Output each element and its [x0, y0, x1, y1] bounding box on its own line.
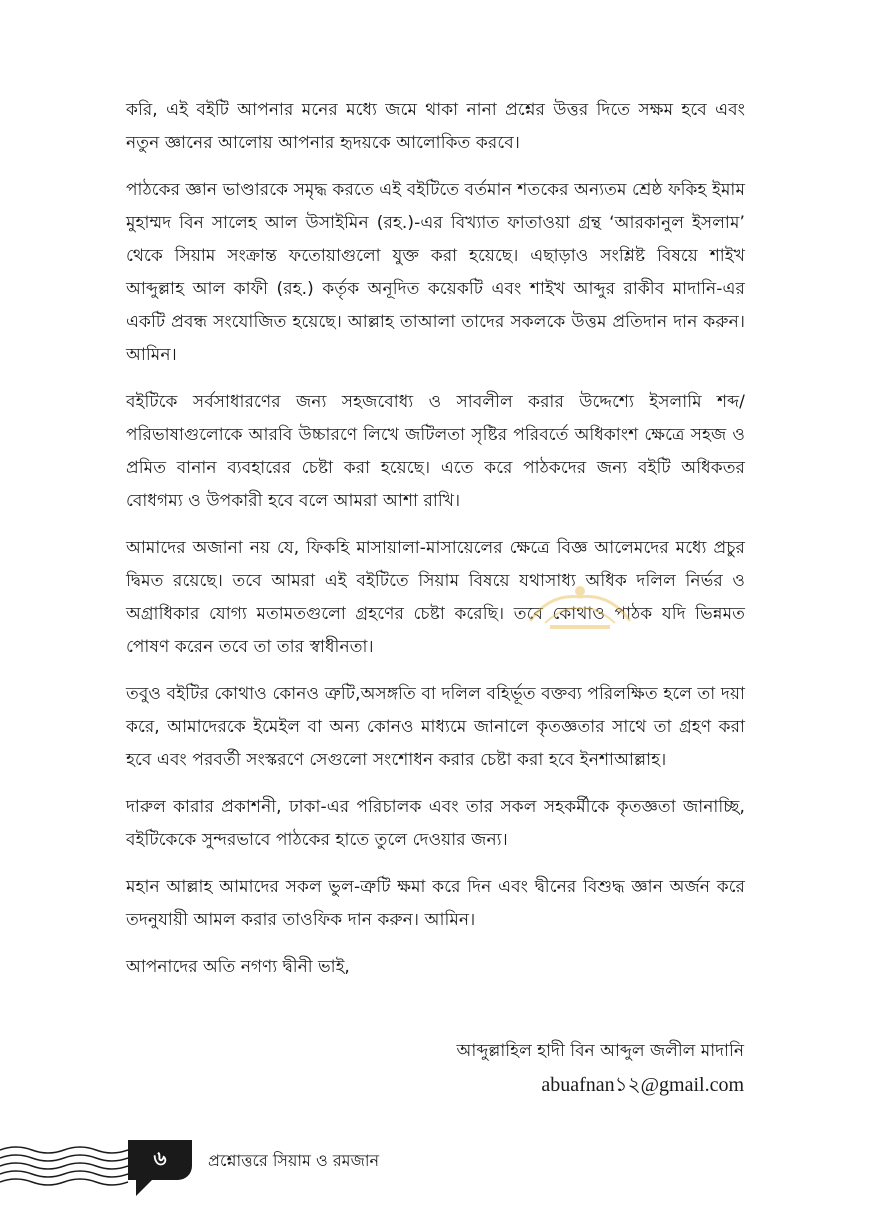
paragraph-6: দারুল কারার প্রকাশনী, ঢাকা-এর পরিচালক এবং তার সকল সহকর্মীকে কৃতজ্ঞতা জানাচ্ছি, বইটিকেকে সুন্দরভাবে পাঠকের হাতে তুলে দেওয়ার জন্য।: [126, 797, 745, 850]
body-text: [126, 94, 745, 984]
author-email: abuafnan১২@gmail.com: [541, 1074, 744, 1096]
wave-ornament-icon: [0, 1144, 130, 1188]
paragraph-3: বইটিকে সর্বসাধারণের জন্য সহজবোধ্য ও সাবলীল করার উদ্দেশ্যে ইসলামি শব্দ/পরিভাষাগুলোকে আরবি উচ্চারণে লিখে জটিলতা সৃষ্টির পরিবর্তে অধিকাংশ ক্ষেত্রে সহজ ও প্রমিত বানান ব্যবহারের চেষ্টা করা হয়েছে। এতে করে পাঠকদের জন্য বইটি অধিকতর বোধগম্য ও উপকারী হবে বলে আমরা আশা রাখি।: [126, 392, 745, 511]
author-signature: [457, 1034, 744, 1102]
paragraph-5: তবুও বইটির কোথাও কোনও ত্রুটি,অসঙ্গতি বা দলিল বহির্ভূত বক্তব্য পরিলক্ষিত হলে তা দয়া করে, আমাদেরকে ইমেইল বা অন্য কোনও মাধ্যমে জানালে কৃতজ্ঞতার সাথে তা গ্রহণ করা হবে এবং পরবর্তী সংস্করণে সেগুলো সংশোধন করার চেষ্টা করা হবে ইনশাআল্লাহ।: [126, 684, 745, 770]
paragraph-4: আমাদের অজানা নয় যে, ফিকহি মাসায়ালা-মাসায়েলের ক্ষেত্রে বিজ্ঞ আলেমদের মধ্যে প্রচুর দ্বিমত রয়েছে। তবে আমরা এই বইটিতে সিয়াম বিষয়ে যথাসাধ্য অধিক দলিল নির্ভর ও অগ্রাধিকার যোগ্য মতামতগুলো গ্রহণের চেষ্টা করেছি। তবে কোথাও পাঠক যদি ভিন্নমত পোষণ করেন তবে তা তার স্বাধীনতা।: [126, 538, 745, 657]
page-number: ৬: [128, 1140, 192, 1180]
closing-line: আপনাদের অতি নগণ্য দ্বীনী ভাই,: [126, 957, 350, 977]
running-title: প্রশ্নোত্তরে সিয়াম ও রমজান: [208, 1151, 380, 1170]
paragraph-7: মহান আল্লাহ আমাদের সকল ভুল-ত্রুটি ক্ষমা করে দিন এবং দ্বীনের বিশুদ্ধ জ্ঞান অর্জন করে তদনুযায়ী আমল করার তাওফিক দান করুন। আমিন।: [126, 877, 745, 930]
paragraph-2: পাঠকের জ্ঞান ভাণ্ডারকে সমৃদ্ধ করতে এই বইটিতে বর্তমান শতকের অন্যতম শ্রেষ্ঠ ফকিহ ইমাম মুহাম্মদ বিন সালেহ আল উসাইমিন (রহ.)-এর বিখ্যাত ফাতাওয়া গ্রন্থ ‘আরকানুল ইসলাম’ থেকে সিয়াম সংক্রান্ত ফতোয়াগুলো যুক্ত করা হয়েছে। এছাড়াও সংশ্লিষ্ট বিষয়ে শাইখ আব্দুল্লাহ আল কাফী (রহ.) কর্তৃক অনূদিত কয়েকটি এবং শাইখ আব্দুর রাকীব মাদানি-এর একটি প্রবন্ধ সংযোজিত হয়েছে। আল্লাহ তাআলা তাদের সকলকে উত্তম প্রতিদান দান করুন। আমিন।: [126, 180, 745, 365]
page-footer: [0, 1128, 870, 1198]
paragraph-1: করি, এই বইটি আপনার মনের মধ্যে জমে থাকা নানা প্রশ্নের উত্তর দিতে সক্ষম হবে এবং নতুন জ্ঞানের আলোয় আপনার হৃদয়কে আলোকিত করবে।: [126, 100, 745, 153]
author-name: আব্দুল্লাহিল হাদী বিন আব্দুল জলীল মাদানি: [456, 1041, 744, 1061]
